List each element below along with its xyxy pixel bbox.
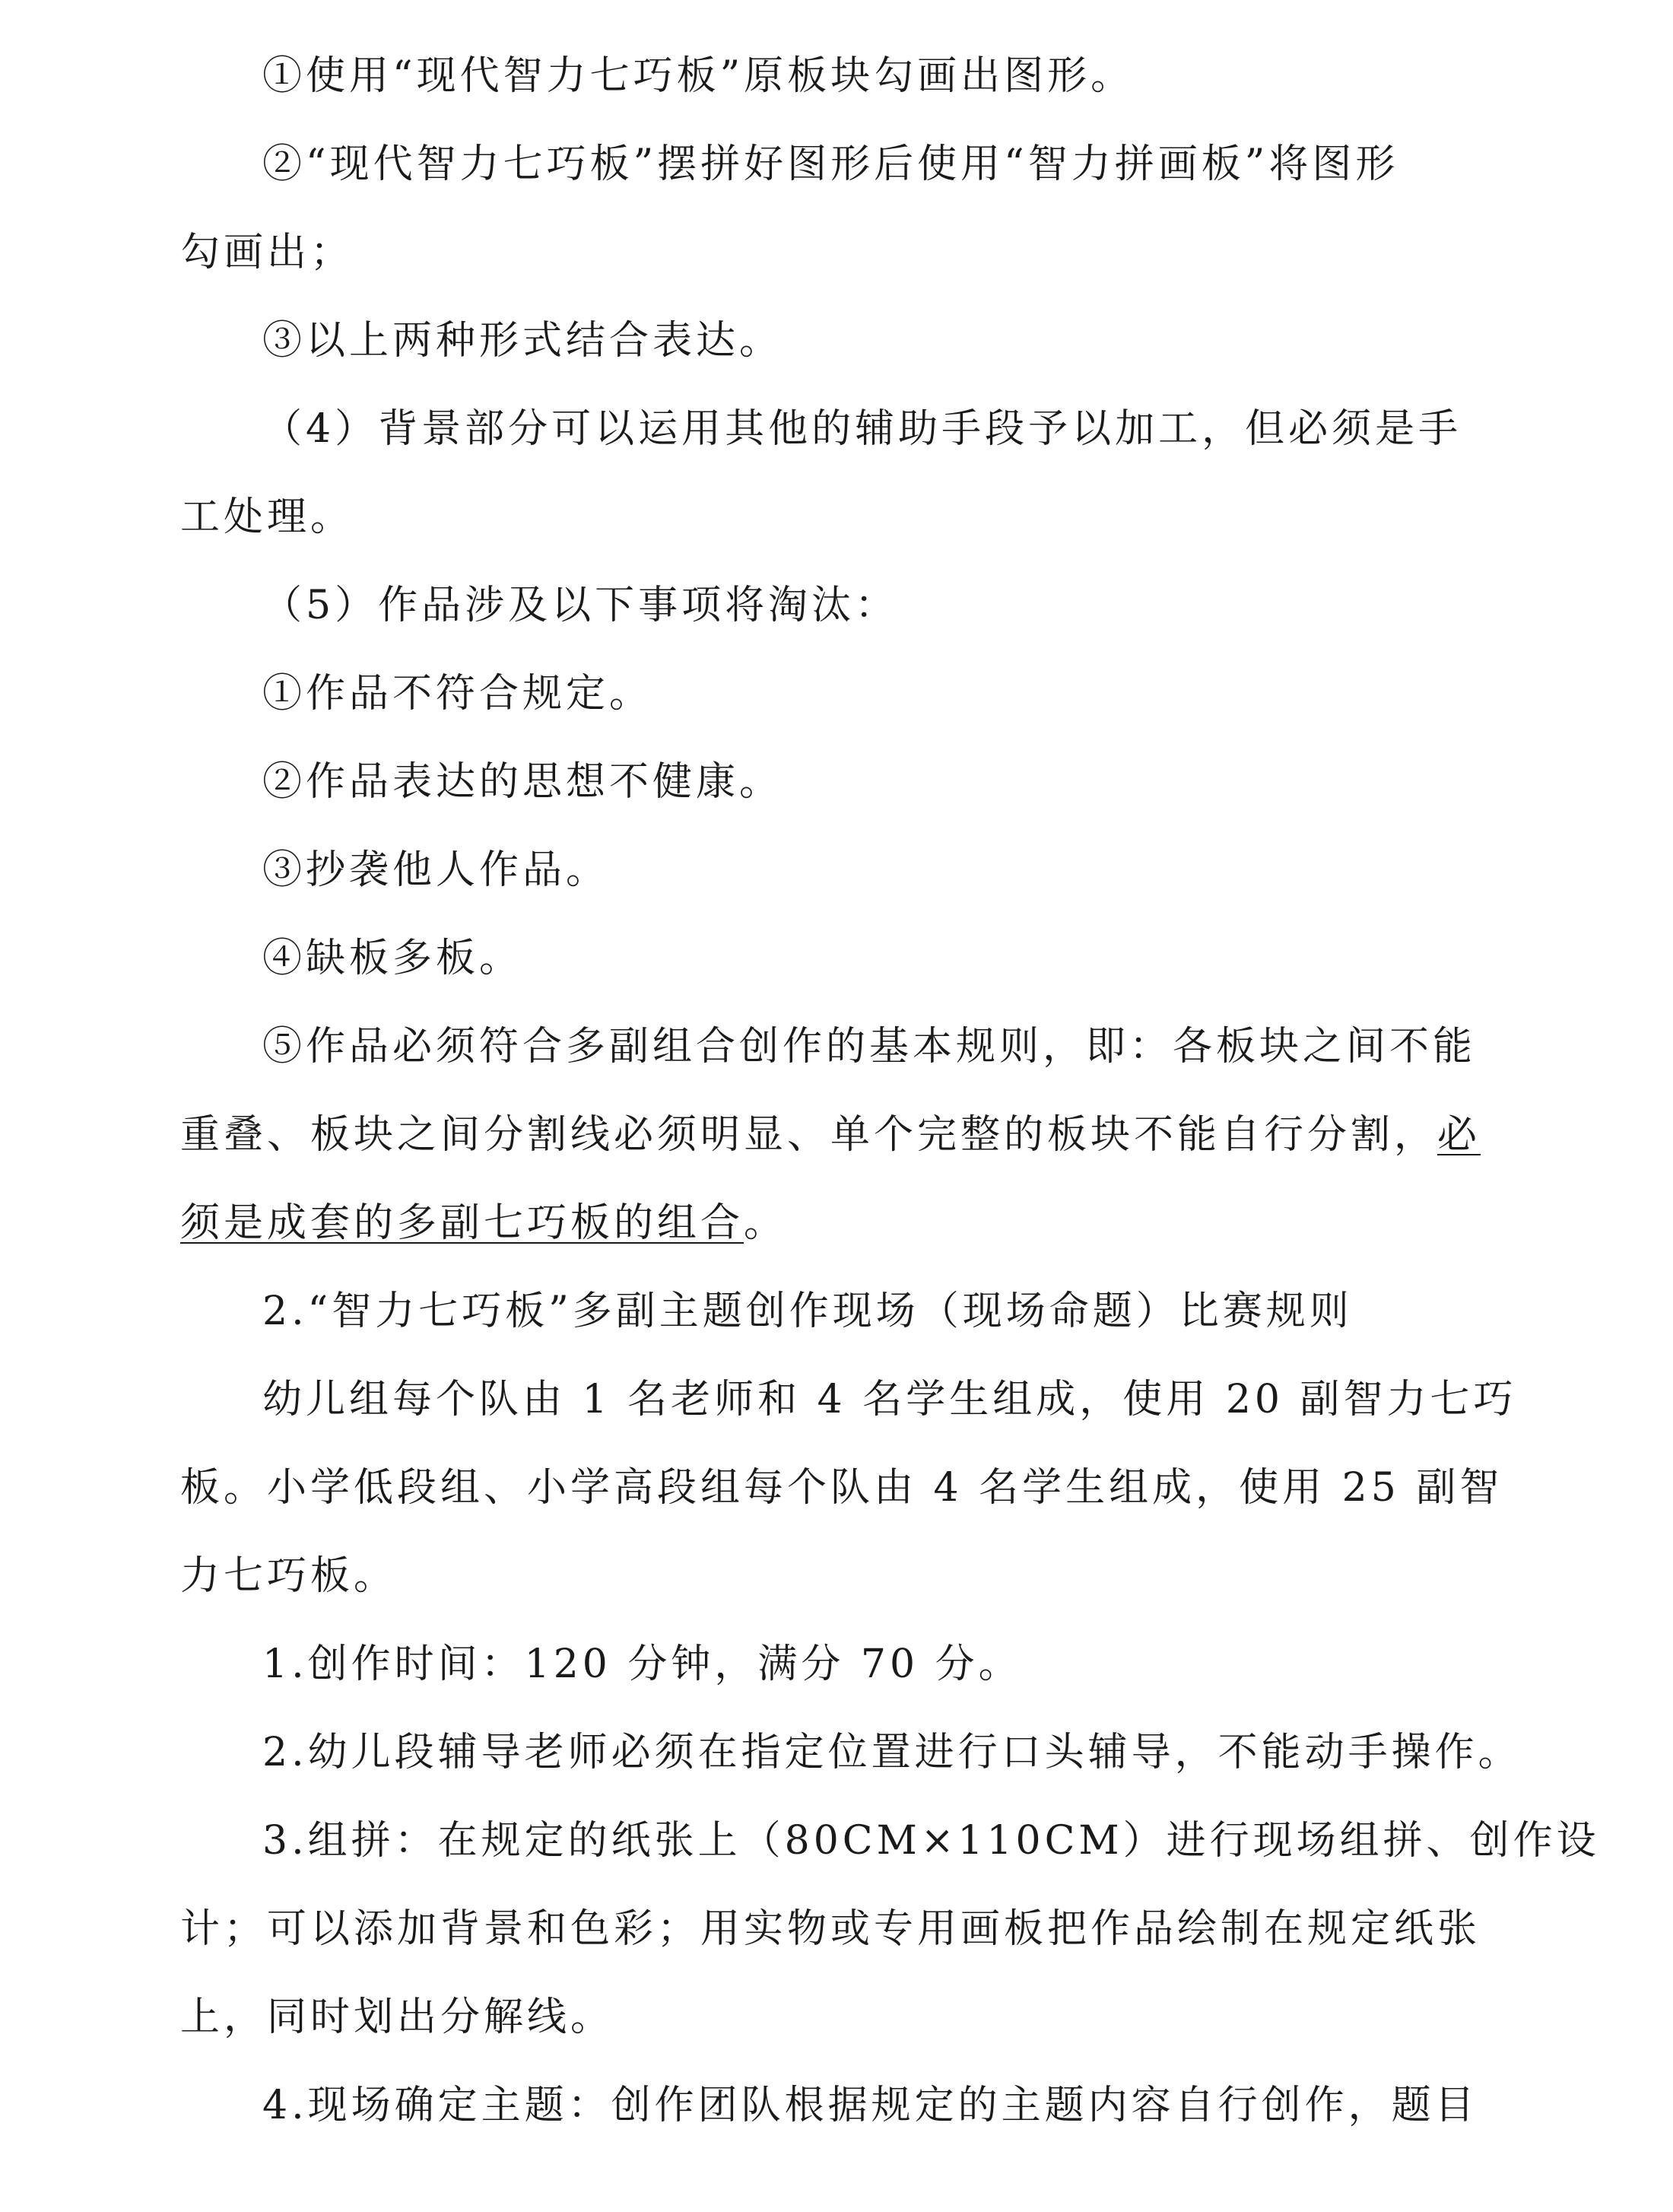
- text-line: 勾画出；: [180, 230, 354, 275]
- text-line: ①使用“现代智力七巧板”原板块勾画出图形。: [262, 53, 1135, 99]
- text-line: （4）背景部分可以运用其他的辅助手段予以加工，但必须是手: [262, 406, 1462, 452]
- text-line: 力七巧板。: [180, 1553, 398, 1599]
- text-line: 板。小学低段组、小学高段组每个队由 4 名学生组成，使用 25 副智: [180, 1465, 1503, 1511]
- list-item: ②作品表达的思想不健康。: [262, 759, 783, 805]
- text-line: [180, 1197, 787, 1250]
- list-item: ①作品不符合规定。: [262, 671, 653, 717]
- text-line: 2.幼儿段辅导老师必须在指定位置进行口头辅导，不能动手操作。: [262, 1730, 1522, 1775]
- text-line: 3.组拼：在规定的纸张上（80CM×110CM）进行现场组拼、创作设: [262, 1818, 1600, 1864]
- list-item: ⑤作品必须符合多副组合创作的基本规则，即：各板块之间不能: [262, 1024, 1477, 1069]
- text-line: 工处理。: [180, 494, 354, 540]
- underlined-text: 须是成套的多副七巧板的组合: [180, 1200, 744, 1246]
- underlined-text: 必: [1437, 1112, 1481, 1158]
- text-line: ②“现代智力七巧板”摆拼好图形后使用“智力拼画板”将图形: [262, 141, 1399, 187]
- text-line: [180, 1108, 1481, 1162]
- text-segment: 。: [744, 1200, 788, 1246]
- text-line: （5）作品涉及以下事项将淘汰：: [262, 583, 899, 628]
- text-line: 计；可以添加背景和色彩；用实物或专用画板把作品绘制在规定纸张: [180, 1906, 1481, 1952]
- section-heading: 2.“智力七巧板”多副主题创作现场（现场命题）比赛规则: [262, 1289, 1353, 1334]
- text-line: 1.创作时间：120 分钟，满分 70 分。: [262, 1642, 1022, 1687]
- text-line: ③以上两种形式结合表达。: [262, 318, 783, 364]
- text-line: 幼儿组每个队由 1 名老师和 4 名学生组成，使用 20 副智力七巧: [262, 1377, 1517, 1422]
- text-segment: 重叠、板块之间分割线必须明显、单个完整的板块不能自行分割，: [180, 1112, 1438, 1158]
- text-line: 上，同时划出分解线。: [180, 1994, 614, 2040]
- list-item: ④缺板多板。: [262, 936, 523, 981]
- list-item: ③抄袭他人作品。: [262, 847, 610, 893]
- text-line: 4.现场确定主题：创作团队根据规定的主题内容自行创作，题目: [262, 2083, 1478, 2128]
